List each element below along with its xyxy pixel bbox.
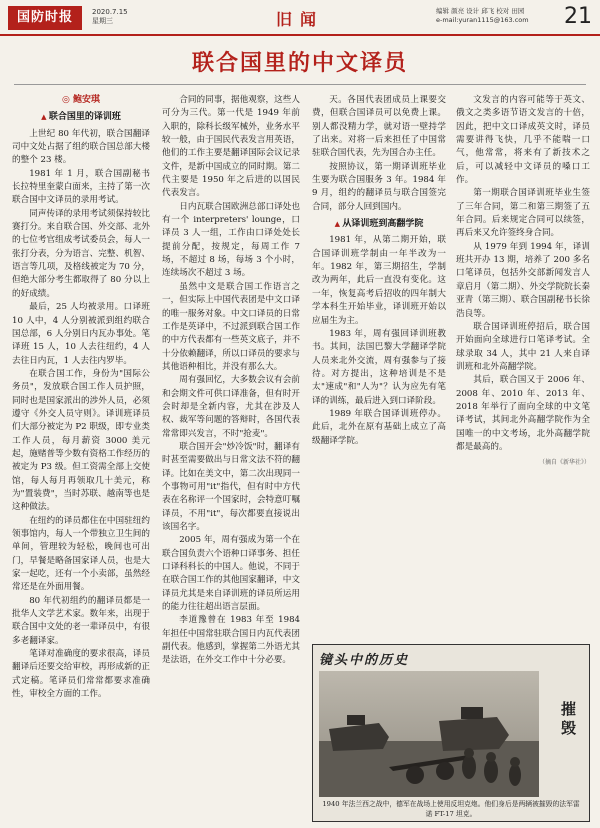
photo-label: 摧毁 [559,701,577,739]
article-paragraph: 第一期联合国译训班毕业生签了三年合同，第二和第三期签了五年合同。后来规定合同可以续签，再后来又允许签终身合同。 [456,188,590,239]
article-column-2 [162,94,300,814]
article-paragraph: 2005 年，周有强成为第一个在联合国负责六个语种口译事务、担任口译科科长的中国人。他说，不同于在联合国工作的其他国家翻译，中文译员尤其是来自译训班的译员所运用的能力往往超出语言层面。 [162,535,300,613]
article-column-4 [456,94,590,639]
subheading-2: ▲ 从译训班到高翻学院 [312,218,446,231]
author-byline: ◎ 鲍安琪 [62,95,100,105]
masthead [0,0,600,36]
article-paragraph: 在联合国工作，身份为"国际公务员"，发放联合国工作人员护照，同时也是国家派出的涉外人员，必须遵守《外交人员守则》。译训班译员们大部分被定为 P2 职级，即专业类工作人员，每月薪资 3000 美元起，施赌普等少数有资格工作经历的被定为 P3 级。但工资需全部上交使馆，每人每月再领取几十美元，称为"置装费"，当时苏联、越南等也是这种做法。 [12,368,150,513]
article-paragraph: 日内瓦联合国欧洲总部口译处也有一个 interpreters' lounge，口译员 3 人一组，工作由口译处处长提前分配，按规定，每周工作 7 场，不超过 8 场，每场 3 个小时，连续场次不超过 3 场。 [162,201,300,279]
article-paragraph: 按照协议，第一期译训班毕业生要为联合国服务 3 年。1984 年 9 月，组约的翻译员与联合国签完合同，部分人回到国内。 [312,161,446,212]
headline-rule [14,84,586,85]
article-paragraph: 1981 年 1 月，联合国副秘书长拉特里奎蒙白面来，主持了第一次联合国中文译员的录用考试。 [12,168,150,206]
article-paragraph: 虽然中文是联合国工作语言之一，但实际上中国代表团是中文口译的唯一服务对象。中文口译员的日常工作是英译中，不过派到联合国工作的中方代表都有一些英文底子，并不十分依赖翻译，所以口译员的要求与其他语种相比，并没有那么大。 [162,281,300,372]
article-paragraph: 上世纪 80 年代初，联合国翻译司中文处占据了组约联合国总部大楼的整个 23 楼。 [12,128,150,166]
article-paragraph: 李道豫曾在 1983 年至 1984 年担任中国常驻联合国日内瓦代表团副代表。他感到，掌握第二外语尤其是法语，在外交工作中十分必要。 [162,615,300,666]
article-paragraph: 1989 年联合国译训班停办。此后，北外在原有基础上成立了高级翻译学院。 [312,408,446,446]
article-paragraph: 周有强回忆，大多数会议有会前和会期文件可供口译准备，但有时开会时却是全新内容，尤其在涉及人权、裁军等问题的答辩时，各国代表常常即兴发言，不时"抢麦"。 [162,375,300,439]
article-credit: （摘自《新华社》） [538,459,590,467]
article-paragraph: 其后，联合国又于 2006 年、2008 年、2010 年、2013 年、2018 年举行了面向全球的中文笔译考试，其间北外高翻学院作为全国唯一的中文考场，北外高翻学院都是最高的。 [456,375,590,452]
photo-caption: 1940 年法兰西之战中，德军在战场上使用反坦克炮。他们身后是两辆被摧毁的法军雷诺 FT-17 坦克。 [322,800,580,818]
column-2-body [162,94,300,668]
column-4-body [456,94,590,454]
editor-email: e-mail:yuran1115@163.com [436,16,529,24]
column-1-body [12,128,150,702]
masthead-rule [0,34,600,36]
article-paragraph: 联合国开会"炒冷饭"时，翻译有时甚至需要做出与日常文法不符的翻译。比如在美文中，第二次出现同一个事物可用"it"指代，但有时中方代表在名称评一个国家时，会特意叮嘱译员，不用"it"，每次都要直接说出该国名字。 [162,441,300,532]
date-text: 2020.7.15 [92,8,128,16]
column-3-body [312,234,446,448]
page-number: 21 [564,4,592,29]
subheading-1: ▲ 联合国里的译训班 [12,111,150,124]
newspaper-logo: 国防时报 [8,6,82,30]
article-paragraph: 1983 年，周有强回译训班教书。其间，法国巴黎大学翻译学院人员来北外交流，周有强参与了接待。对方提出，这种培训是不是太"速成"和"人为"？认为应先有笔译的训练，最后进入到口译阶段。 [312,328,446,406]
section-title: 旧闻 [275,10,324,29]
article-paragraph: 1981 年，从第二期开始，联合国译训班学制由一年半改为一年。1982 年，第三期招生，学制改为两年，此后一直没有变化。这一年，恢复高考后招收的四年制大学本科生开始毕业，译训班开始以应届生为主。 [312,235,446,326]
photo-box-title: 镜头中的历史 [319,653,410,668]
article-paragraph: 联合国译训班停招后，联合国开始面向全球进行口笔译考试。全球录取 34 人，其中 21 人来自译训班和北外高翻学院。 [456,321,590,372]
column-3-intro [312,94,446,214]
article-headline: 联合国里的中文译员 [191,51,408,76]
article-column-3 [312,94,446,639]
weekday-text: 星期三 [92,17,113,25]
editor-list: 编辑 颜亮 设计 邱飞 校对 田园 [436,7,525,15]
article-paragraph: 80 年代初组约的翻译员都是一批华人文学艺术家。数年来，出现于联合国中文处的老一辈译员中，有很多老翻译家。 [12,595,150,646]
issue-date [92,8,128,26]
article-paragraph: 天。各国代表团成员上课要交费，但联合国译员可以免费上课。别人都没精力学，就对语一壁持学了出来。对将一后来担任了中国常驻联合国代表，先为国合办主任。 [312,95,446,159]
history-photo-box [312,644,590,822]
article-paragraph: 合同的同事，据他观察，这些人可分为三代。第一代是 1949 年前入职的，除科长级军械外，业务水平较一般，由于国民代表发言用英语，他们的工作主要是翻译国际会议记录文件，是新中国成立的同时期。第二代主要是 1950 年之后进的以国民代表发言。 [162,95,300,199]
article-paragraph: 笔译对准确度的要求很高，译员翻译后还要交给审校，再形成新的正式定稿。笔译员们常常都要求准确性，审校全方面的工作。 [12,649,150,700]
editor-credits [436,7,556,25]
article-column-1 [12,94,150,814]
historical-photo [319,671,539,797]
article-paragraph: 从 1979 年到 1994 年，译训班共开办 13 期，培养了 200 多名口笔译员，包括外交部新闻发言人章启月（第二期）、外交学院院长秦亚青（第三期）、联合国副秘书长徐浩良等。 [456,241,590,319]
article-paragraph: 文发言的内容可能等于英文、俄文之类多语节语文发言的十倍，因此，把中文口译成英文时，译员需要讲得飞快，几乎不能喘一口气，他常常，将来有了新技术之后，可以减轻中文译员的嗓口工作。 [456,95,590,186]
article-paragraph: 最后，25 人均被录用。口译班 10 人中，4 人分别被派到组约联合国总部，6 人分别日内瓦办事处。笔译班 15 人，10 人去往纽约，4 人去往日内瓦，1 人去往内罗毕。 [12,302,150,366]
article-paragraph: 同声传译的录用考试须保持较比赛打分。来自联合国、外交部、北外的七位考官组成考试委员会，每人一张打分表，分为语言、完整、机智、语言等几项，及格线被定为 70 分，但绝大部分考生都取得了 80 分以上的好成绩。 [12,208,150,299]
article-paragraph: 在纽约的译员都住在中国驻纽约领事馆内，每人一个带独立卫生间的单间，管理较为轻松，晚间也可出门，早餐是略备国家译人员，也是大家一起吃，还有一个小卖部，虽然经常还是在外面用餐。 [12,515,150,593]
